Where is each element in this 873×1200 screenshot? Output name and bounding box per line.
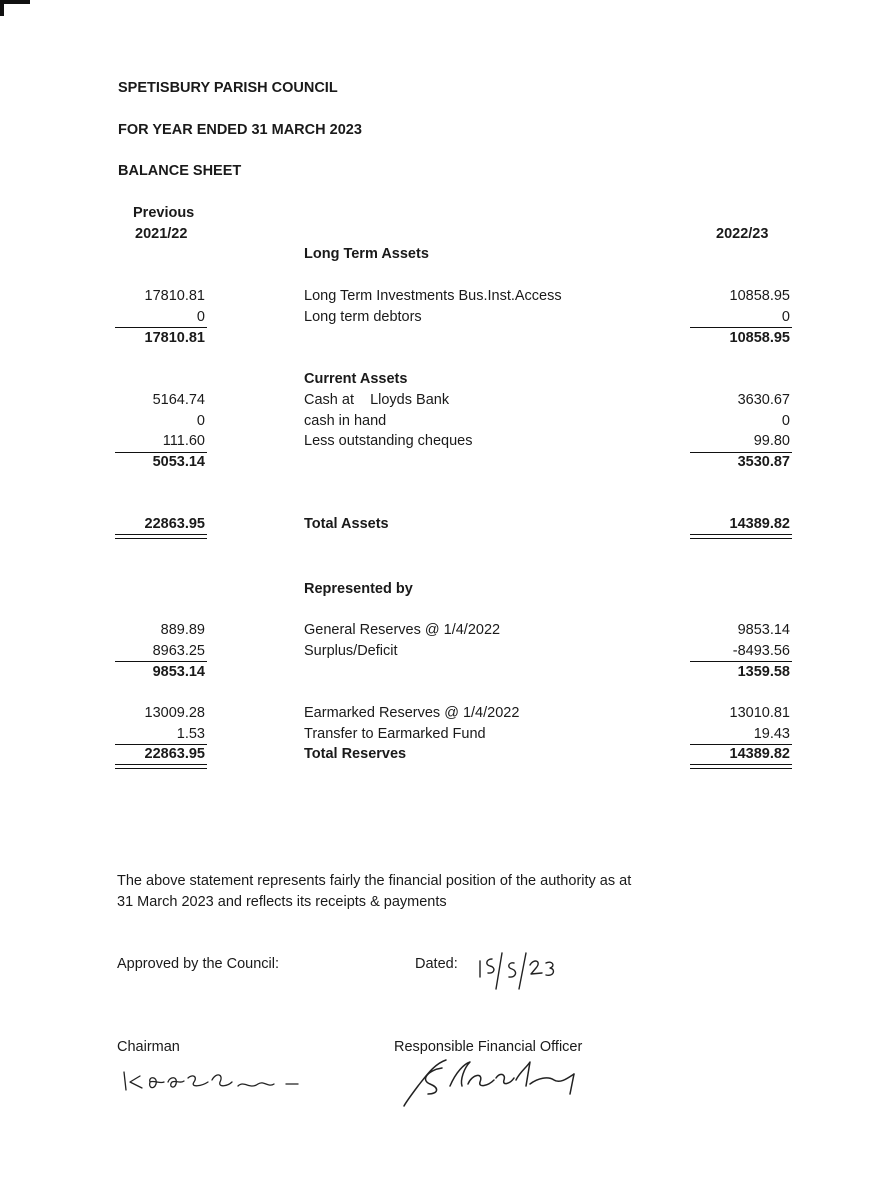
gen-row-1-curr: 9853.14	[737, 622, 790, 638]
ca-row-3-curr: 99.80	[753, 433, 790, 449]
council-name: SPETISBURY PARISH COUNCIL	[118, 80, 338, 96]
ca-subtotal-prev: 5053.14	[152, 454, 205, 470]
lta-row-1-desc: Long Term Investments Bus.Inst.Access	[304, 288, 562, 304]
gen-row-2-prev: 8963.25	[152, 643, 205, 659]
lta-subtotal-curr: 10858.95	[729, 330, 790, 346]
lta-rule-curr	[690, 327, 792, 328]
earmarked-row-2-curr: 19.43	[753, 726, 790, 742]
ca-row-1-prev: 5164.74	[152, 392, 205, 408]
ca-row-2-curr: 0	[781, 413, 790, 429]
represented-by-heading: Represented by	[304, 581, 413, 597]
previous-label: Previous	[133, 205, 195, 221]
rfo-signature-graphic	[398, 1050, 588, 1110]
ca-row-3-prev: 111.60	[162, 433, 205, 449]
lta-subtotal-prev: 17810.81	[144, 330, 205, 346]
lta-row-1-curr: 10858.95	[729, 288, 790, 304]
total-assets-double-rule-prev	[115, 534, 207, 539]
chairman-label: Chairman	[117, 1039, 180, 1055]
rfo-label: Responsible Financial Officer	[394, 1039, 583, 1055]
ca-row-2-desc: cash in hand	[304, 413, 387, 429]
gen-subtotal-curr: 1359.58	[737, 664, 790, 680]
earmarked-rule-curr	[690, 744, 792, 745]
chairman-signature	[118, 1064, 318, 1103]
scan-corner-mark	[0, 0, 30, 16]
handwritten-date-graphic	[474, 947, 564, 993]
gen-row-2-desc: Surplus/Deficit	[304, 643, 398, 659]
total-reserves-double-rule-prev	[115, 764, 207, 769]
ca-row-1-curr: 3630.67	[737, 392, 790, 408]
earmarked-row-1-desc: Earmarked Reserves @ 1/4/2022	[304, 705, 520, 721]
rfo-signature	[398, 1050, 588, 1115]
gen-rule-prev	[115, 661, 207, 662]
total-reserves-curr: 14389.82	[729, 746, 790, 762]
handwritten-date	[474, 947, 564, 998]
lta-row-2-desc: Long term debtors	[304, 309, 422, 325]
gen-rule-curr	[690, 661, 792, 662]
earmarked-row-2-desc: Transfer to Earmarked Fund	[304, 726, 486, 742]
statement-title: BALANCE SHEET	[118, 163, 242, 179]
approved-label: Approved by the Council:	[117, 956, 280, 972]
statement-line-2: 31 March 2023 and reflects its receipts & payments	[117, 894, 447, 910]
total-reserves-label: Total Reserves	[304, 746, 407, 762]
ca-row-2-prev: 0	[196, 413, 205, 429]
ca-row-3-desc: Less outstanding cheques	[304, 433, 473, 449]
total-assets-curr: 14389.82	[729, 516, 790, 532]
ca-row-1-desc: Cash at Lloyds Bank	[304, 392, 450, 408]
long-term-assets-heading: Long Term Assets	[304, 246, 429, 262]
total-assets-double-rule-curr	[690, 534, 792, 539]
total-reserves-prev: 22863.95	[144, 746, 205, 762]
gen-subtotal-prev: 9853.14	[152, 664, 205, 680]
earmarked-rule-prev	[115, 744, 207, 745]
total-assets-prev: 22863.95	[144, 516, 205, 532]
lta-rule-prev	[115, 327, 207, 328]
ca-rule-curr	[690, 452, 792, 453]
ca-subtotal-curr: 3530.87	[737, 454, 790, 470]
lta-row-2-prev: 0	[196, 309, 205, 325]
chairman-signature-graphic	[118, 1064, 318, 1098]
previous-year-heading: 2021/22	[135, 226, 188, 242]
gen-row-2-curr: -8493.56	[732, 643, 790, 659]
statement-line-1: The above statement represents fairly the financial position of the authority as at	[117, 873, 632, 889]
earmarked-row-1-prev: 13009.28	[144, 705, 205, 721]
current-year-heading: 2022/23	[716, 226, 769, 242]
dated-label: Dated:	[415, 956, 458, 972]
earmarked-row-1-curr: 13010.81	[729, 705, 790, 721]
period-title: FOR YEAR ENDED 31 MARCH 2023	[118, 122, 362, 138]
lta-row-2-curr: 0	[781, 309, 790, 325]
ca-rule-prev	[115, 452, 207, 453]
gen-row-1-desc: General Reserves @ 1/4/2022	[304, 622, 501, 638]
current-assets-heading: Current Assets	[304, 371, 408, 387]
total-assets-label: Total Assets	[304, 516, 389, 532]
lta-row-1-prev: 17810.81	[144, 288, 205, 304]
total-reserves-double-rule-curr	[690, 764, 792, 769]
gen-row-1-prev: 889.89	[160, 622, 205, 638]
earmarked-row-2-prev: 1.53	[176, 726, 205, 742]
